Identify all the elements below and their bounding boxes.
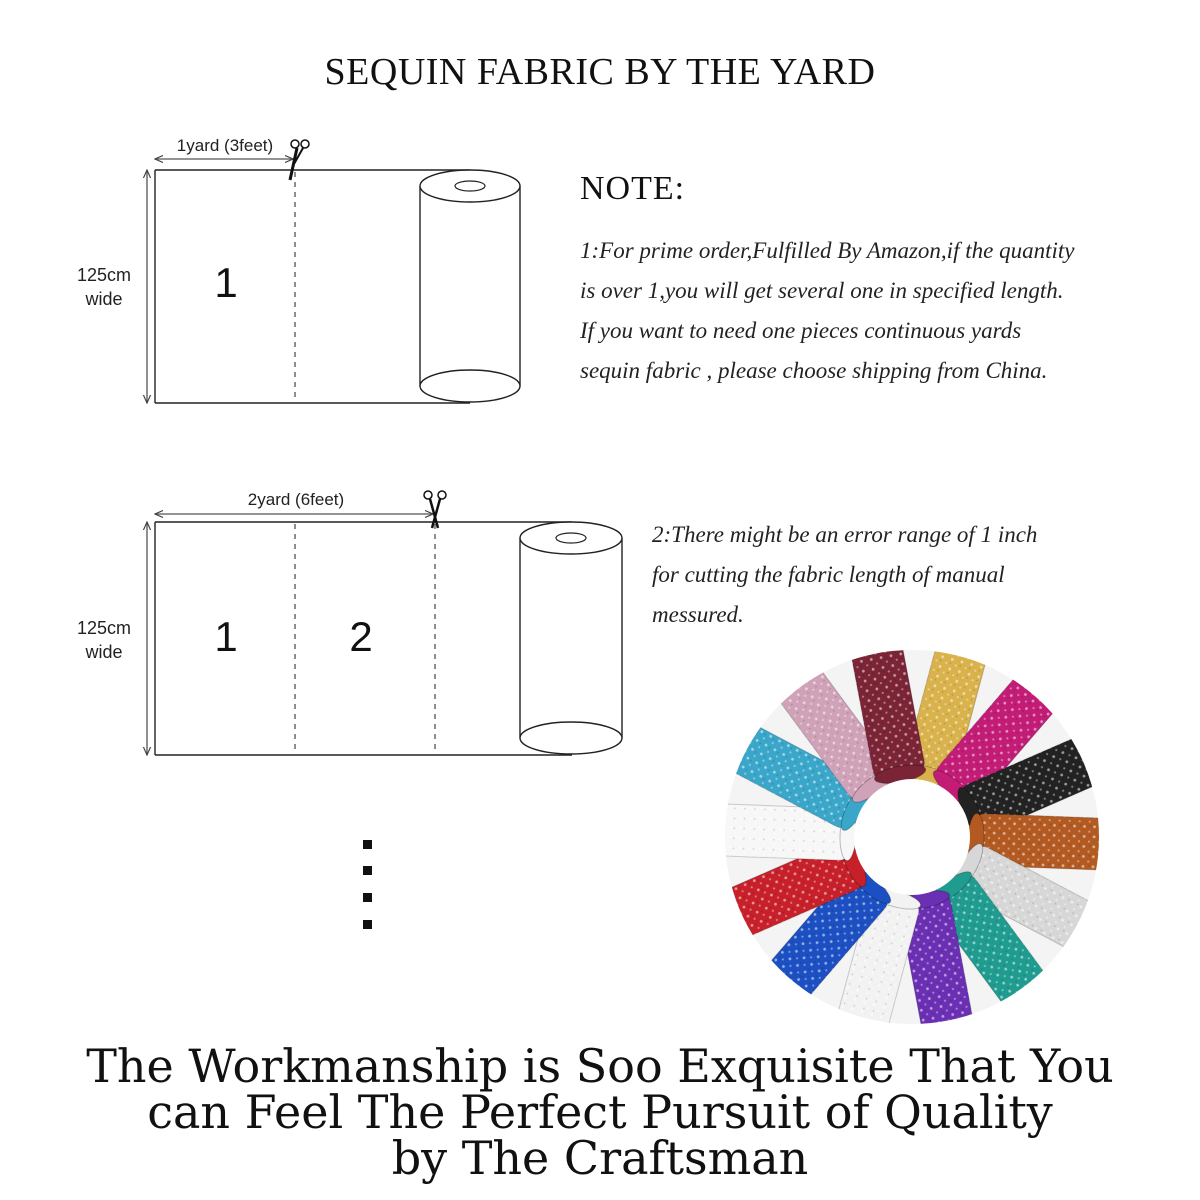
tagline	[0, 1039, 1200, 1185]
note-item-1-line: If you want to need one pieces continuous yards	[580, 318, 1022, 343]
tagline-line: The Workmanship is Soo Exquisite That You	[86, 1039, 1114, 1093]
section-number-2: 2	[349, 613, 373, 660]
diagram-2yard	[60, 480, 640, 770]
width-label-line2: wide	[85, 642, 123, 662]
section-number-1: 1	[214, 613, 238, 660]
scissors-icon	[290, 140, 309, 180]
width-label-line2: wide	[85, 289, 123, 309]
fabric-roll	[520, 522, 622, 754]
length-label: 2yard (6feet)	[247, 490, 345, 509]
note-item-1	[580, 231, 1074, 391]
width-label-line1: 125cm	[76, 265, 132, 285]
tagline-line: can Feel The Perfect Pursuit of Quality	[147, 1085, 1053, 1139]
length-label: 1yard (3feet)	[176, 136, 274, 155]
page-title: SEQUIN FABRIC BY THE YARD	[324, 51, 876, 93]
note-item-2-line: for cutting the fabric length of manual	[652, 562, 1005, 587]
note-item-1-line: is over 1,you will get several one in specified length.	[580, 278, 1064, 303]
diagram-1yard	[60, 120, 540, 420]
note-item-2	[652, 515, 1037, 635]
tagline-line: by The Craftsman	[391, 1131, 809, 1185]
continuation-dots	[360, 836, 376, 936]
section-number: 1	[214, 259, 238, 306]
fabric-rolls-photo	[720, 645, 1105, 1030]
fabric-roll	[420, 170, 520, 402]
note-heading: NOTE:	[580, 170, 686, 207]
note-item-2-line: 2:There might be an error range of 1 inch	[652, 522, 1038, 547]
width-label-line1: 125cm	[76, 618, 132, 638]
note-item-1-line: sequin fabric , please choose shipping from China.	[580, 358, 1048, 383]
note-item-1-line: 1:For prime order,Fulfilled By Amazon,if the quantity	[580, 238, 1075, 263]
note-item-2-line: messured.	[652, 602, 744, 627]
